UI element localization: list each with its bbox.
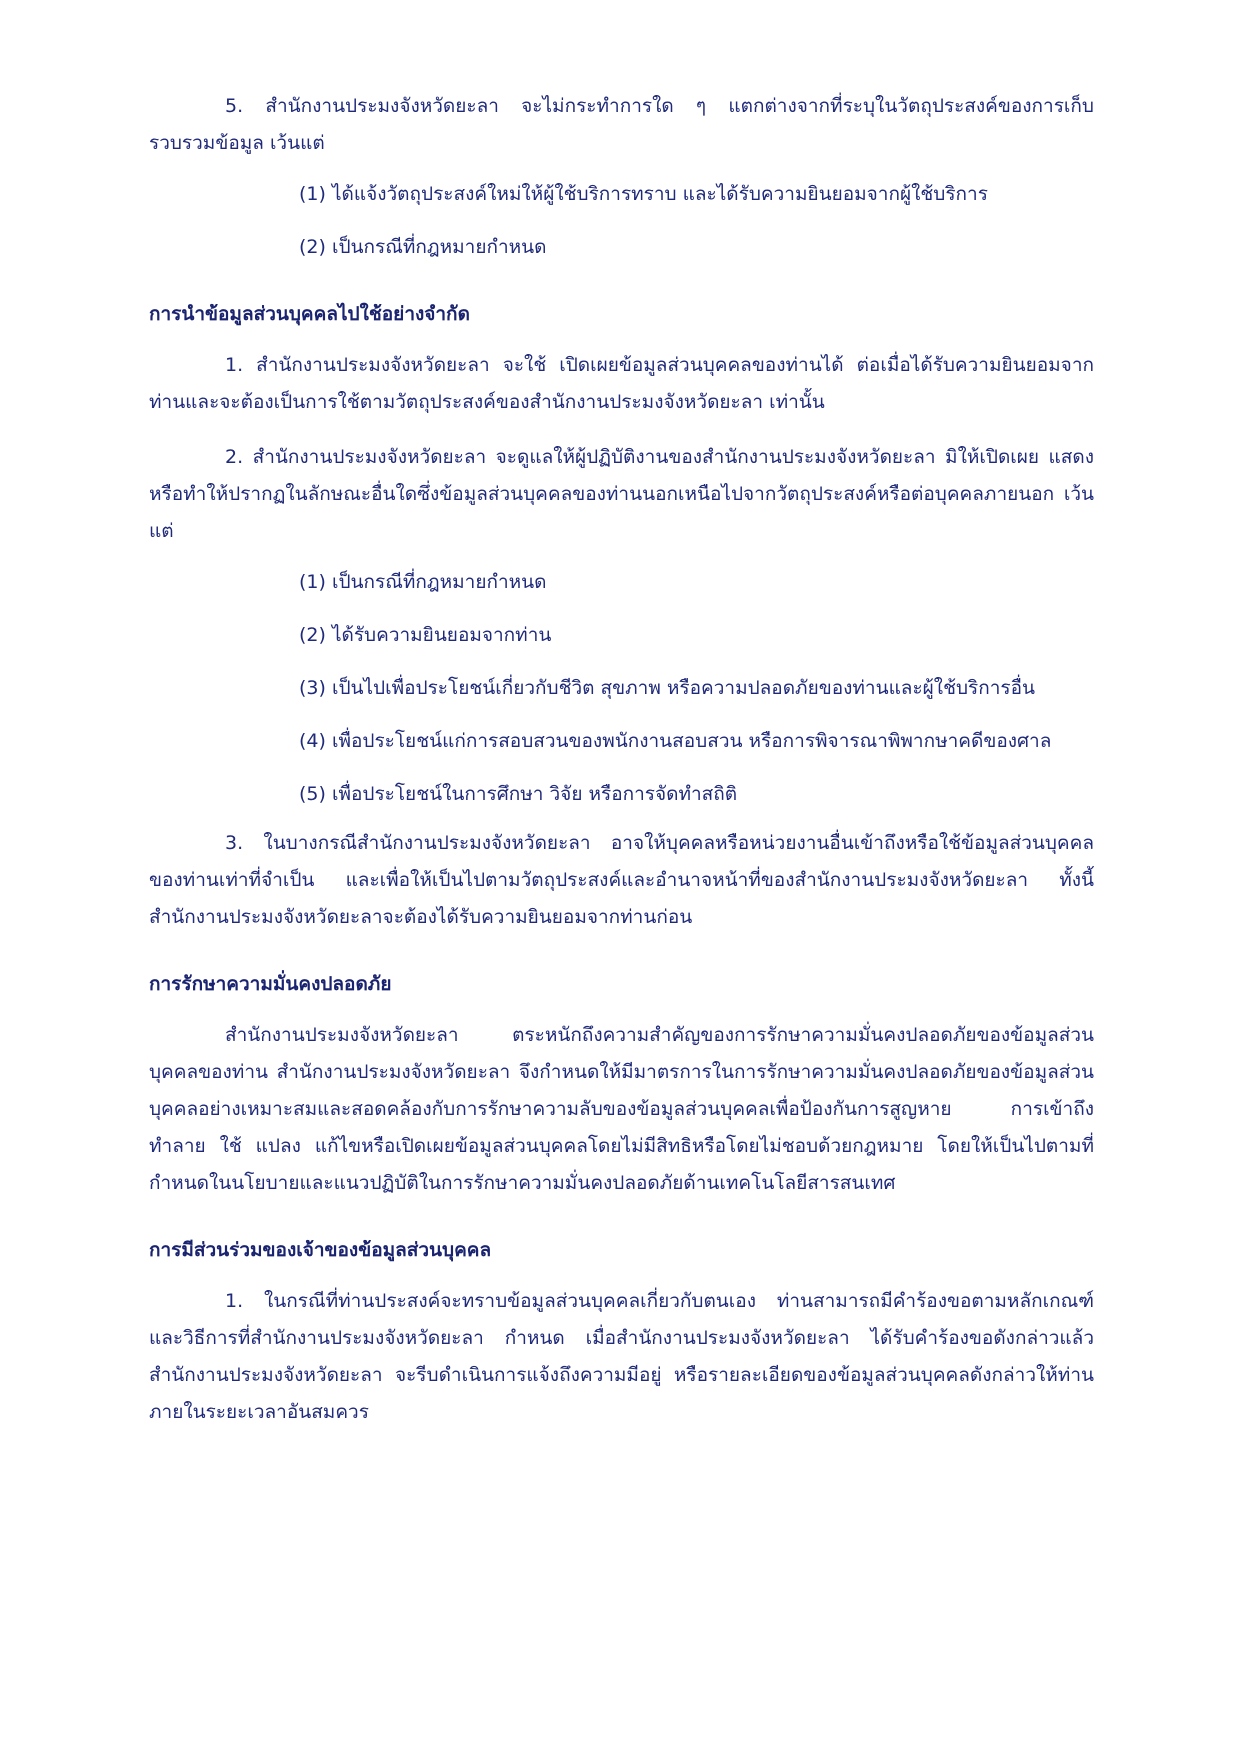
document-page [149,88,1094,1431]
list-item: (2) เป็นกรณีที่กฎหมายกำหนด [299,236,547,258]
paragraph-security: สำนักงานประมงจังหวัดยะลา ตระหนักถึงความสำคัญของการรักษาความมั่นคงปลอดภัยของข้อมูลส่วนบุคคลของท่าน สำนักงานประมงจังหวัดยะลา จึงกำหนดให้มีมาตรการในการรักษาความมั่นคงปลอดภัยของข้อมูลส่วนบุคคลอย่างเหมาะสมและสอดคล้องกับการรักษาความลับของข้อมูลส่วนบุคคลเพื่อป้องกันการสูญหาย การเข้าถึง ทำลาย ใช้ แปลง แก้ไขหรือเปิดเผยข้อมูลส่วนบุคคลโดยไม่มีสิทธิหรือโดยไม่ชอบด้วยกฎหมาย โดยให้เป็นไปตามที่กำหนดในนโยบายและแนวปฏิบัติในการรักษาความมั่นคงปลอดภัยด้านเทคโนโลยีสารสนเทศ [149,1024,1094,1194]
paragraph-purpose-limit: 5. สำนักงานประมงจังหวัดยะลา จะไม่กระทำการใด ๆ แตกต่างจากที่ระบุในวัตถุประสงค์ของการเก็บรวบรวมข้อมูล เว้นแต่ [149,95,1094,154]
list-item: (3) เป็นไปเพื่อประโยชน์เกี่ยวกับชีวิต สุขภาพ หรือความปลอดภัยของท่านและผู้ใช้บริการอื่น [299,677,1036,699]
paragraph-participation-1: 1. ในกรณีที่ท่านประสงค์จะทราบข้อมูลส่วนบุคคลเกี่ยวกับตนเอง ท่านสามารถมีคำร้องขอตามหลักเกณฑ์และวิธีการที่สำนักงานประมงจังหวัดยะลา กำหนด เมื่อสำนักงานประมงจังหวัดยะลา ได้รับคำร้องขอดังกล่าวแล้ว สำนักงานประมงจังหวัดยะลา จะรีบดำเนินการแจ้งถึงความมีอยู่ หรือรายละเอียดของข้อมูลส่วนบุคคลดังกล่าวให้ท่านภายในระยะเวลาอันสมควร [149,1290,1094,1423]
section-heading-limited-use: การนำข้อมูลส่วนบุคคลไปใช้อย่างจำกัด [149,303,470,325]
list-item: (2) ได้รับความยินยอมจากท่าน [299,624,552,646]
paragraph-limited-use-3: 3. ในบางกรณีสำนักงานประมงจังหวัดยะลา อาจให้บุคคลหรือหน่วยงานอื่นเข้าถึงหรือใช้ข้อมูลส่วนบุคคลของท่านเท่าที่จำเป็น และเพื่อให้เป็นไปตามวัตถุประสงค์และอำนาจหน้าที่ของสำนักงานประมงจังหวัดยะลา ทั้งนี้ สำนักงานประมงจังหวัดยะลาจะต้องได้รับความยินยอมจากท่านก่อน [149,832,1094,928]
section-heading-participation: การมีส่วนร่วมของเจ้าของข้อมูลส่วนบุคคล [149,1239,492,1261]
list-item: (4) เพื่อประโยชน์แก่การสอบสวนของพนักงานสอบสวน หรือการพิจารณาพิพากษาคดีของศาล [299,730,1052,752]
paragraph-limited-use-1: 1. สำนักงานประมงจังหวัดยะลา จะใช้ เปิดเผยข้อมูลส่วนบุคคลของท่านได้ ต่อเมื่อได้รับความยินยอมจากท่านและจะต้องเป็นการใช้ตามวัตถุประสงค์ของสำนักงานประมงจังหวัดยะลา เท่านั้น [149,354,1094,413]
list-item: (5) เพื่อประโยชน์ในการศึกษา วิจัย หรือการจัดทำสถิติ [299,783,738,805]
list-item: (1) เป็นกรณีที่กฎหมายกำหนด [299,571,547,593]
section-heading-security: การรักษาความมั่นคงปลอดภัย [149,973,392,995]
paragraph-limited-use-2: 2. สำนักงานประมงจังหวัดยะลา จะดูแลให้ผู้ปฏิบัติงานของสำนักงานประมงจังหวัดยะลา มิให้เปิดเผย แสดง หรือทำให้ปรากฏในลักษณะอื่นใดซึ่งข้อมูลส่วนบุคคลของท่านนอกเหนือไปจากวัตถุประสงค์หรือต่อบุคคลภายนอก เว้นแต่ [149,446,1094,542]
list-item: (1) ได้แจ้งวัตถุประสงค์ใหม่ให้ผู้ใช้บริการทราบ และได้รับความยินยอมจากผู้ใช้บริการ [299,183,988,205]
